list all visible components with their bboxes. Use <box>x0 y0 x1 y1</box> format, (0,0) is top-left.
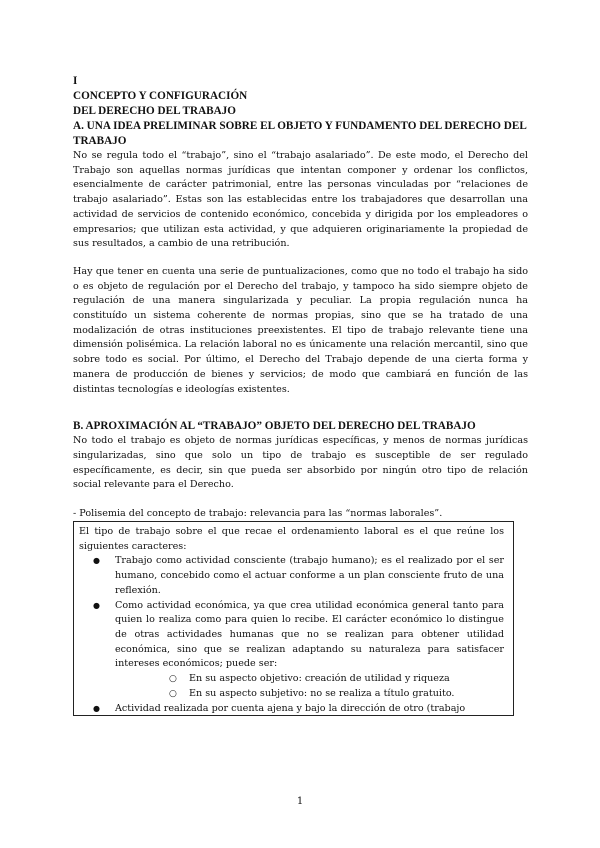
chapter-title-line1: CONCEPTO Y CONFIGURACIÓN <box>73 90 248 102</box>
box-intro: El tipo de trabajo sobre el que recae el ordenamiento laboral es el que reúne los siguientes caracteres: <box>79 526 504 552</box>
list-item-text: Trabajo como actividad consciente (trabajo humano); es el realizado por el ser humano, concebido como el actuar conforme a un plan consciente fruto de una reflexión. <box>115 555 504 596</box>
list-item <box>79 702 504 717</box>
sublist <box>115 672 504 701</box>
list-item <box>79 554 504 598</box>
sublist-item: ○ En su aspecto objetivo: creación de utilidad y riqueza <box>115 672 504 687</box>
list-item <box>79 599 504 702</box>
page-number: 1 <box>296 796 304 807</box>
section-b-heading: B. APROXIMACIÓN AL “TRABAJO” OBJETO DEL DERECHO DEL TRABAJO <box>73 420 476 433</box>
spacer <box>73 252 528 265</box>
page-content <box>73 74 528 716</box>
polisemia-note: - Polisemia del concepto de trabajo: relevancia para las “normas laborales”. <box>73 508 443 520</box>
spacer <box>73 493 528 507</box>
list-item-text: Como actividad económica, ya que crea utilidad económica general tanto para quien lo realiza como para quien lo recibe. El carácter económico lo distingue de otras actividades humanas que no se realizan para obtener utilidad económica, sino que se realizan adaptando su naturaleza para satisfacer intereses económicos; puede ser: <box>115 599 504 670</box>
chapter-numeral: I <box>73 75 78 87</box>
characteristics-list <box>79 554 504 716</box>
section-a-heading: A. UNA IDEA PRELIMINAR SOBRE EL OBJETO Y FUNDAMENTO DEL DERECHO DEL TRABAJO <box>73 120 527 147</box>
list-item-text: Actividad realizada por cuenta ajena y bajo la dirección de otro (trabajo <box>115 702 466 714</box>
characteristics-box <box>73 521 514 716</box>
chapter-title-line2: DEL DERECHO DEL TRABAJO <box>73 105 236 117</box>
paragraph-2: Hay que tener en cuenta una serie de puntualizaciones, como que no todo el trabajo ha sido o es objeto de regulación por el Derecho del trabajo, y tampoco ha sido siempre objeto de regulación de una manera singularizada y peculiar. La propia regulación nunca ha constituído un sistema coherente de normas propias, sino que se ha tratado de una modalización de otras instituciones preexistentes. El tipo de trabajo relevante tiene una dimensión polisémica. La relación laboral no es únicamente una relación mercantil, sino que sobre todo es social. Por último, el Derecho del Trabajo depende de una cierta forma y manera de producción de bienes y servicios; de modo que cambiará en función de las distintas tecnologías e ideologías existentes. <box>73 265 528 395</box>
sublist-item: ○ En su aspecto subjetivo: no se realiza a título gratuito. <box>115 687 504 702</box>
section-b-paragraph: No todo el trabajo es objeto de normas jurídicas específicas, y menos de normas jurídicas singularizadas, sino que solo un tipo de trabajo es susceptible de ser regulado específicamente, es decir, sin que pueda ser absorbido por ningún otro tipo de relación social relevante para el Derecho. <box>73 435 528 491</box>
paragraph-1: No se regula todo el “trabajo”, sino el “trabajo asalariado”. De este modo, el Derecho del Trabajo son aquellas normas jurídicas que intentan componer y ordenar los conflictos, esencialmente de carácter patrimonial, entre las personas vinculadas por “relaciones de trabajo asalariado”. Estas son las establecidas entre los trabajadores que desarrollan una actividad de servicios de contenido económico, concebida y dirigida por los empleadores o empresarios; que utilizan esta actividad, y que adquieren originariamente la propiedad de sus resultados, a cambio de una retribución. <box>73 150 528 250</box>
spacer <box>73 397 528 419</box>
